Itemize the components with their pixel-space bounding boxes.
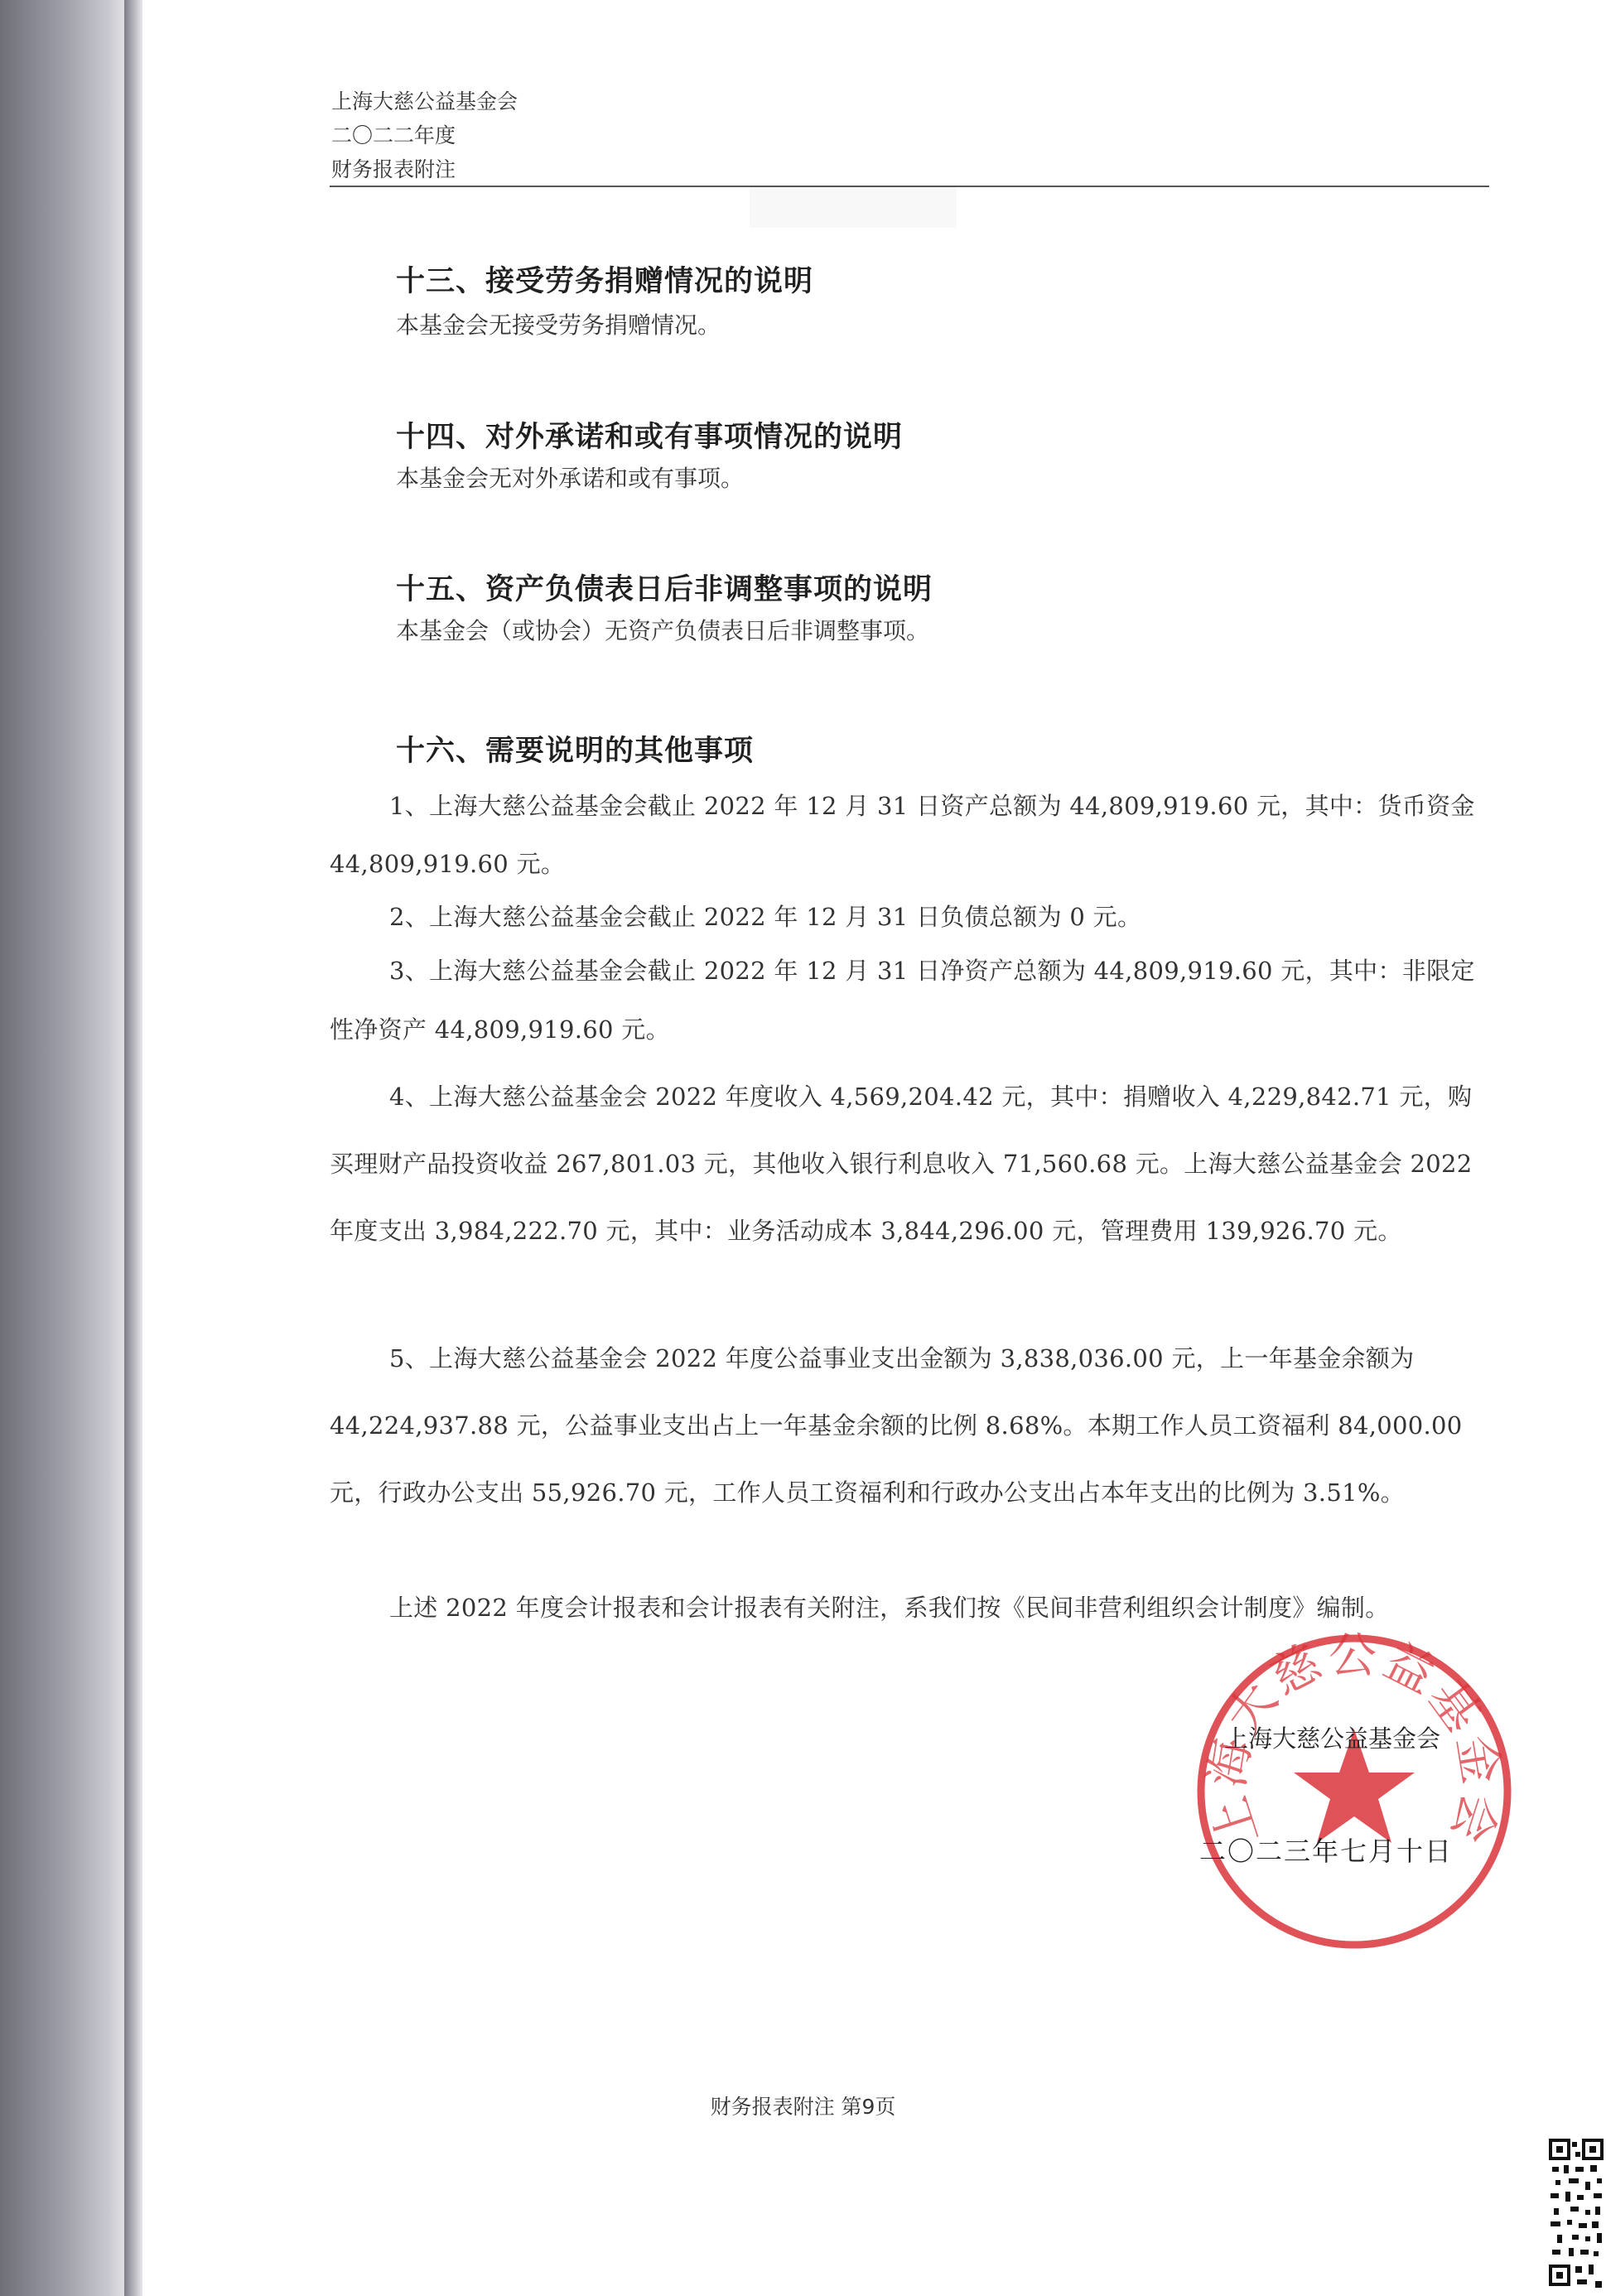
official-seal [1193, 1630, 1516, 1953]
section-13-title: 十三、接受劳务捐赠情况的说明 [396, 265, 814, 298]
seal-text: 上海大慈公益基金会 [1198, 1630, 1511, 1853]
section-15-body: 本基金会（或协会）无资产负债表日后非调整事项。 [396, 617, 930, 644]
note-item-1: 1、上海大慈公益基金会截止 2022 年 12 月 31 日资产总额为 44,809,919.60 元，其中：货币资金 44,809,919.60 元。 [330, 792, 1475, 878]
header-year: 二〇二二年度 [331, 123, 456, 147]
qr-code-icon [1547, 2134, 1606, 2296]
section-13-body: 本基金会无接受劳务捐赠情况。 [396, 311, 721, 339]
scan-binding-edge [0, 0, 145, 2296]
header-org: 上海大慈公益基金会 [331, 89, 518, 113]
page-footer: 财务报表附注 第9页 [710, 2095, 896, 2119]
scan-binding-shadow [124, 0, 142, 2296]
section-14-title: 十四、对外承诺和或有事项情况的说明 [396, 421, 904, 454]
closing-statement: 上述 2022 年度会计报表和会计报表有关附注，系我们按《民间非营利组织会计制度》编制。 [389, 1594, 1390, 1622]
show-through-artifact [750, 186, 957, 228]
header-doc: 财务报表附注 [331, 157, 456, 181]
note-item-4: 4、上海大慈公益基金会 2022 年度收入 4,569,204.42 元，其中：捐赠收入 4,229,842.71 元，购买理财产品投资收益 267,801.03 元，其他收入银行利息收入 71,560.68 元。上海大慈公益基金会 2022 年度支出 3,984,222.70 元，其中：业务活动成本 3,844,296.00 元，管理费用 139,926.70 元。 [330, 1083, 1473, 1245]
signature-date: 二〇二三年七月十日 [1199, 1835, 1454, 1867]
note-item-5: 5、上海大慈公益基金会 2022 年度公益事业支出金额为 3,838,036.00 元，上一年基金余额为 44,224,937.88 元，公益事业支出占上一年基金余额的比例 8.68%。本期工作人员工资福利 84,000.00 元，行政办公支出 55,926.70 元，工作人员工资福利和行政办公支出占本年支出的比例为 3.51%。 [330, 1344, 1463, 1507]
header-divider [330, 186, 1489, 187]
page-header [331, 84, 1491, 186]
section-15-title: 十五、资产负债表日后非调整事项的说明 [396, 573, 933, 606]
section-16-title: 十六、需要说明的其他事项 [396, 735, 755, 768]
note-item-2: 2、上海大慈公益基金会截止 2022 年 12 月 31 日负债总额为 0 元。 [389, 903, 1142, 931]
signature-org: 上海大慈公益基金会 [1224, 1724, 1441, 1753]
note-item-3: 3、上海大慈公益基金会截止 2022 年 12 月 31 日净资产总额为 44,809,919.60 元，其中：非限定性净资产 44,809,919.60 元。 [330, 957, 1475, 1044]
section-14-body: 本基金会无对外承诺和或有事项。 [396, 465, 745, 492]
